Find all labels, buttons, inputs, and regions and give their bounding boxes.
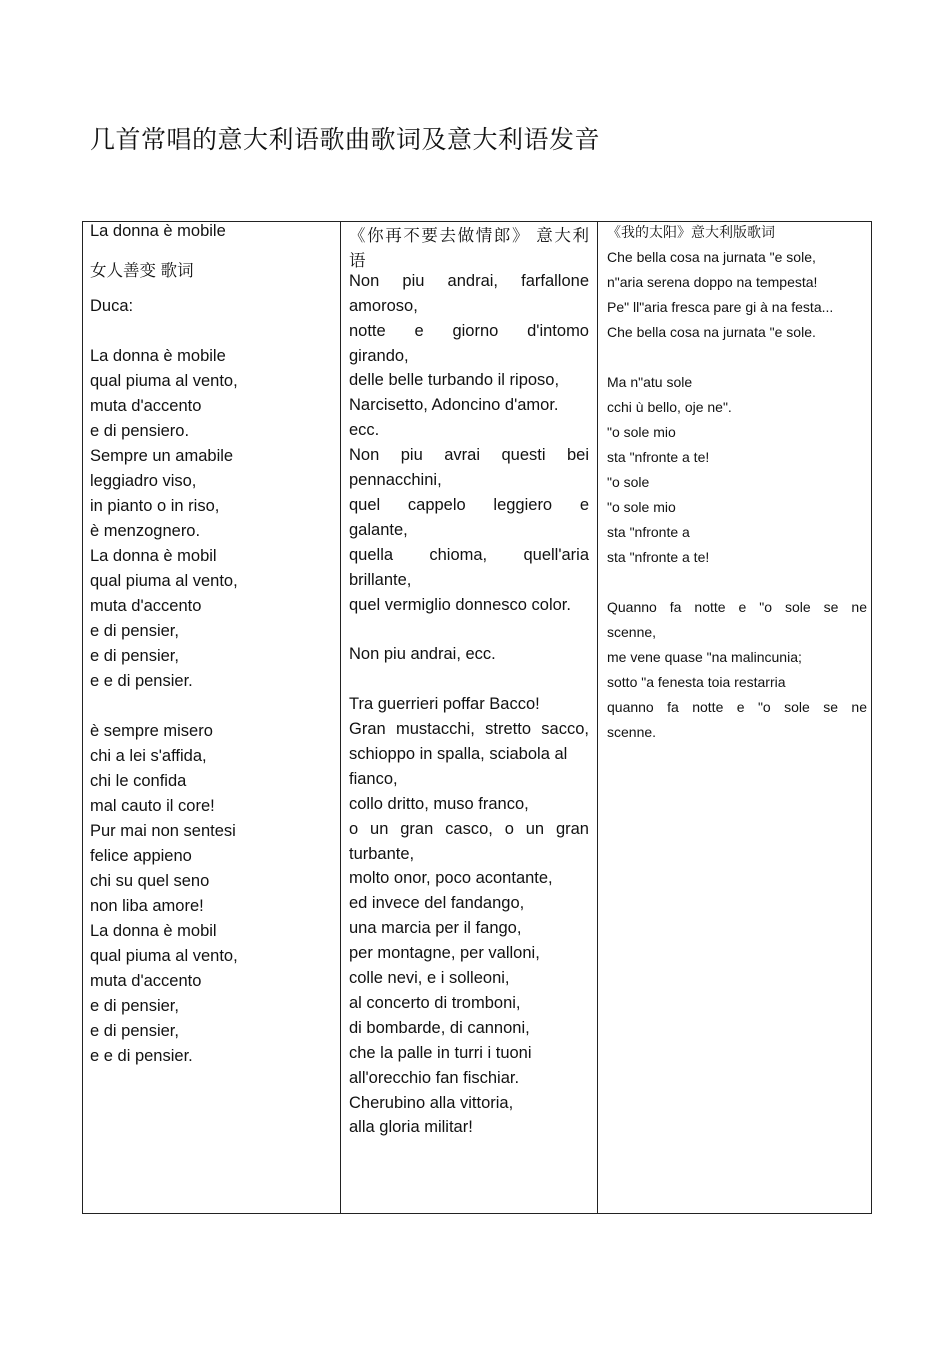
col2-line: all'orecchio fan fischiar.: [349, 1068, 520, 1087]
col1-line: e di pensier,: [90, 997, 179, 1015]
col3-line: n"aria serena doppo na tempesta!: [607, 274, 818, 290]
col1-line: e di pensier,: [90, 622, 179, 640]
lyrics-table: [82, 221, 872, 1214]
col1-line: 女人善变 歌词: [90, 262, 194, 280]
column-o-sole-mio: [598, 222, 873, 1213]
col1-line: non liba amore!: [90, 897, 204, 915]
col3-line: Che bella cosa na jurnata "e sole,: [607, 249, 816, 265]
col2-line: quel cappelo leggiero e: [349, 495, 589, 514]
col2-line: brillante,: [349, 570, 412, 589]
col1-line: chi a lei s'affida,: [90, 747, 207, 765]
col3-line: sta "nfronte a te!: [607, 549, 710, 565]
col3-line: "o sole: [607, 474, 650, 490]
col1-line: e e di pensier.: [90, 672, 193, 690]
col1-line: chi le confida: [90, 772, 187, 790]
col1-line: La donna è mobil: [90, 922, 217, 940]
col2-line: Non piu andrai, farfallone: [349, 271, 589, 290]
col2-line: fianco,: [349, 769, 398, 788]
col3-line: Quanno fa notte e "o sole se ne: [607, 599, 867, 615]
col2-line: che la palle in turri i tuoni: [349, 1043, 532, 1062]
col3-line: Pe" ll"aria fresca pare gi à na festa...: [607, 299, 834, 315]
col2-line: o un gran casco, o un gran: [349, 819, 589, 838]
col2-line: Non piu avrai questi bei: [349, 446, 589, 465]
col1-line: in pianto o in riso,: [90, 497, 220, 515]
col1-line: muta d'accento: [90, 597, 202, 615]
col1-line: e di pensiero.: [90, 422, 190, 440]
col2-line: Tra guerrieri poffar Bacco!: [349, 695, 540, 714]
col2-line: una marcia per il fango,: [349, 919, 522, 938]
col3-line: "o sole mio: [607, 424, 676, 440]
col1-line: muta d'accento: [90, 972, 202, 990]
col1-line: La donna è mobil: [90, 547, 217, 565]
col3-line: "o sole mio: [607, 499, 676, 515]
col1-line: è menzognero.: [90, 522, 201, 540]
col1-line: Pur mai non sentesi: [90, 822, 236, 840]
col2-line: per montagne, per valloni,: [349, 944, 540, 963]
col3-line: cchi ù bello, oje ne".: [607, 399, 732, 415]
col3-line: 《我的太阳》意大利版歌词: [607, 224, 775, 240]
col2-line: Cherubino alla vittoria,: [349, 1093, 514, 1112]
col1-line: leggiadro viso,: [90, 472, 197, 490]
col1-line: chi su quel seno: [90, 872, 210, 890]
col1-line: Sempre un amabile: [90, 447, 234, 465]
col1-line: felice appieno: [90, 847, 192, 865]
col1-line: e di pensier,: [90, 1022, 179, 1040]
col2-line: notte e giorno d'intomo: [349, 321, 589, 340]
col2-line: collo dritto, muso franco,: [349, 794, 529, 813]
col2-line: Gran mustacchi, stretto sacco,: [349, 720, 589, 738]
col2-line: colle nevi, e i solleoni,: [349, 969, 510, 987]
col1-line: La donna è mobile: [90, 222, 226, 240]
col3-line: Ma n"atu sole: [607, 374, 693, 390]
col2-line: girando,: [349, 346, 409, 365]
col2-line: molto onor, poco acontante,: [349, 869, 553, 888]
col2-line: alla gloria militar!: [349, 1118, 473, 1137]
col2-line: quella chioma, quell'aria: [349, 545, 589, 564]
page-title: 几首常唱的意大利语歌曲歌词及意大利语发音: [90, 125, 601, 154]
col1-line: muta d'accento: [90, 397, 202, 415]
col1-line: e e di pensier.: [90, 1047, 193, 1065]
col2-line: turbante,: [349, 844, 415, 863]
col3-line: sotto "a fenesta toia restarria: [607, 674, 786, 690]
column-non-piu-andrai: [341, 222, 598, 1213]
col2-line: quel vermiglio donnesco color.: [349, 595, 571, 614]
col2-line: di bombarde, di cannoni,: [349, 1018, 530, 1037]
col1-line: è sempre misero: [90, 722, 213, 740]
col3-line: sta "nfronte a te!: [607, 449, 710, 465]
col1-line: qual piuma al vento,: [90, 572, 238, 590]
col2-line: Non piu andrai, ecc.: [349, 645, 496, 664]
column-la-donna-e-mobile: [83, 222, 341, 1213]
col2-line: Narcisetto, Adoncino d'amor.: [349, 396, 559, 415]
col1-line: La donna è mobile: [90, 347, 226, 365]
col2-line: amoroso,: [349, 296, 418, 315]
col3-line: quanno fa notte e "o sole se ne: [607, 699, 867, 715]
col1-line: qual piuma al vento,: [90, 372, 238, 390]
col2-line: ecc.: [349, 421, 380, 440]
col3-line: me vene quase "na malincunia;: [607, 649, 802, 665]
col3-line: scenne,: [607, 624, 657, 640]
col2-line: al concerto di tromboni,: [349, 993, 521, 1012]
col2-line: pennacchini,: [349, 471, 442, 489]
col3-line: Che bella cosa na jurnata "e sole.: [607, 324, 816, 340]
col1-line: qual piuma al vento,: [90, 947, 238, 965]
col2-line: 《你再不要去做情郎》 意大利: [349, 227, 589, 245]
col1-line: e di pensier,: [90, 647, 179, 665]
col1-line: mal cauto il core!: [90, 797, 215, 815]
col2-line: ed invece del fandango,: [349, 894, 525, 913]
col2-line: schioppo in spalla, sciabola al: [349, 744, 568, 763]
col2-line: 语: [349, 251, 366, 270]
col2-line: delle belle turbando il riposo,: [349, 371, 560, 390]
col1-line: Duca:: [90, 297, 134, 315]
col2-line: galante,: [349, 520, 408, 539]
col3-line: sta "nfronte a: [607, 524, 690, 540]
col3-line: scenne.: [607, 724, 657, 740]
